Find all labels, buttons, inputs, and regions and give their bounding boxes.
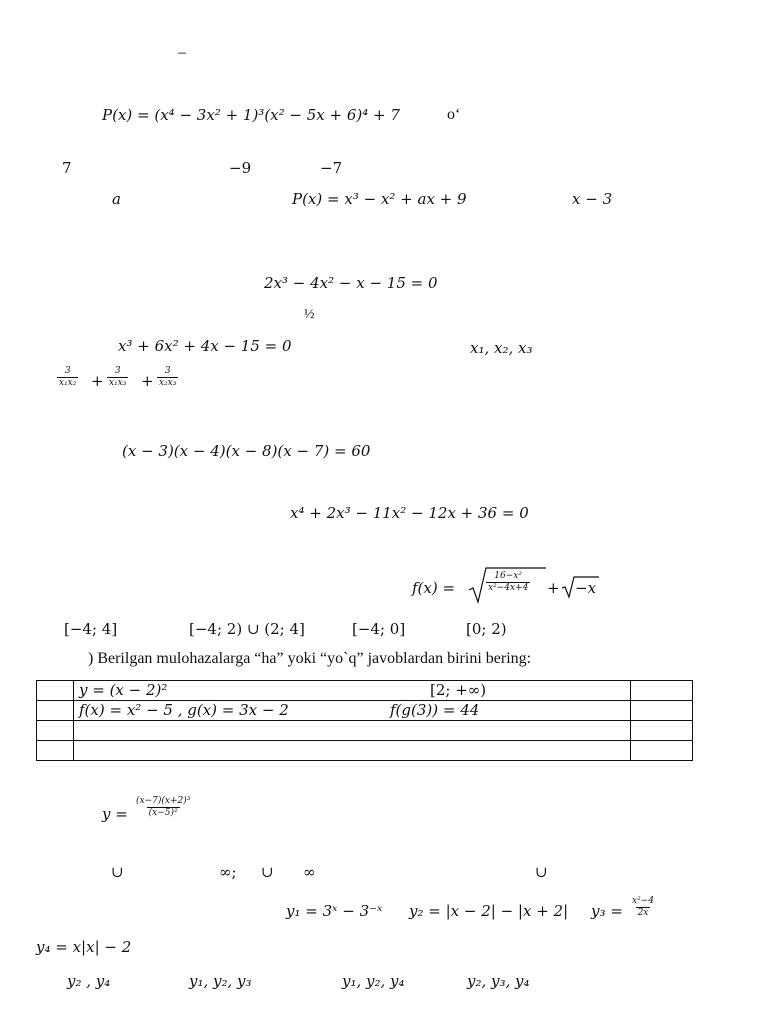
q4-roots: x₁, x₂, x₃ <box>470 339 533 357</box>
q7-num: 16−x² <box>494 571 522 581</box>
q1-option-a[interactable]: 7 <box>62 159 72 177</box>
q4-term-3-den: x₂x₃ <box>159 378 177 388</box>
q7-plus: + <box>547 579 560 597</box>
q4-term-3 <box>157 366 178 389</box>
q1-option-b[interactable]: −9 <box>229 159 252 177</box>
row-number-cell <box>37 741 74 761</box>
top-dash: – <box>178 44 186 61</box>
q3-half: ½ <box>304 307 315 322</box>
q3-expression: 2x³ − 4x² − x − 15 = 0 <box>264 274 438 292</box>
table-row <box>37 681 693 701</box>
q7-lhs: f(x) = <box>412 579 456 597</box>
q10-y3-den: 2x <box>637 908 649 918</box>
q7-fraction <box>486 571 530 594</box>
q10-y1: y₁ = 3ˣ − 3⁻ˣ <box>286 902 383 920</box>
q10-option-c[interactable]: y₁, y₂, y₄ <box>342 972 405 990</box>
q10-option-b[interactable]: y₁, y₂, y₃ <box>189 972 252 990</box>
statement-left: f(x) = x² − 5 , g(x) = 3x − 2 <box>79 701 289 719</box>
answer-cell[interactable] <box>631 681 693 701</box>
q1-tail: o‘ <box>447 106 461 123</box>
q9-option-e[interactable]: ∪ <box>535 863 548 881</box>
q9-option-d[interactable]: ∞ <box>303 863 316 881</box>
q10-y2: y₂ = |x − 2| − |x + 2| <box>409 902 569 920</box>
q1-expression: P(x) = (x⁴ − 3x² + 1)³(x² − 5x + 6)⁴ + 7 <box>102 106 400 124</box>
q4-plus-1: + <box>91 372 104 390</box>
q2-divisor: x − 3 <box>572 190 613 208</box>
statement-right: [2; +∞) <box>430 681 487 699</box>
q4-term-2-den: x₁x₃ <box>109 378 127 388</box>
q10-option-d[interactable]: y₂, y₃, y₄ <box>467 972 530 990</box>
yes-no-table <box>36 680 693 761</box>
statement-cell <box>74 721 631 741</box>
q4-term-1 <box>57 366 78 389</box>
table-row <box>37 701 693 721</box>
q4-term-2-num: 3 <box>114 366 121 376</box>
q10-y3-lhs: y₃ = <box>591 902 623 920</box>
q4-term-3-num: 3 <box>164 366 171 376</box>
answer-cell[interactable] <box>631 721 693 741</box>
answer-cell[interactable] <box>631 701 693 721</box>
table-row <box>37 741 693 761</box>
q9-fraction <box>134 796 192 819</box>
q4-plus-2: + <box>141 372 154 390</box>
q5-expression: (x − 3)(x − 4)(x − 8)(x − 7) = 60 <box>122 442 371 460</box>
row-number-cell <box>37 681 74 701</box>
statement-cell <box>74 701 631 721</box>
row-number-cell <box>37 701 74 721</box>
table-row <box>37 721 693 741</box>
q4-term-1-num: 3 <box>64 366 71 376</box>
q1-option-c[interactable]: −7 <box>320 159 343 177</box>
q6-expression: x⁴ + 2x³ − 11x² − 12x + 36 = 0 <box>290 504 529 522</box>
statement-right: f(g(3)) = 44 <box>390 701 480 719</box>
q10-y3-fraction <box>630 896 656 919</box>
q2-param: a <box>112 190 121 208</box>
q2-expression: P(x) = x³ − x² + ax + 9 <box>292 190 467 208</box>
q9-option-b[interactable]: ∞; <box>219 863 237 881</box>
q7-option-a[interactable]: [−4; 4] <box>64 620 118 638</box>
q4-term-1-den: x₁x₂ <box>59 378 77 388</box>
q7-option-c[interactable]: [−4; 0] <box>352 620 406 638</box>
q7-option-d[interactable]: [0; 2) <box>466 620 507 638</box>
q9-den: (x−5)² <box>148 808 178 818</box>
q4-expression: x³ + 6x² + 4x − 15 = 0 <box>118 337 292 355</box>
q9-option-a[interactable]: ∪ <box>111 863 124 881</box>
q7-den: x²−4x+4 <box>488 583 529 593</box>
q9-num: (x−7)(x+2)³ <box>136 796 191 806</box>
statement-cell <box>74 741 631 761</box>
row-number-cell <box>37 721 74 741</box>
q10-option-a[interactable]: y₂ , y₄ <box>67 972 111 990</box>
statement-cell <box>74 681 631 701</box>
q10-y4: y₄ = x|x| − 2 <box>36 938 132 956</box>
statement-left: y = (x − 2)² <box>79 681 168 699</box>
q8-instruction: ) Berilgan mulohazalarga “ha” yoki “yo`q” javoblardan birini bering: <box>88 650 532 667</box>
q4-term-2 <box>107 366 128 389</box>
answer-cell[interactable] <box>631 741 693 761</box>
q9-option-c[interactable]: ∪ <box>261 863 274 881</box>
q10-y3-num: x²−4 <box>632 896 654 906</box>
q9-lhs: y = <box>102 805 128 823</box>
q7-sqrt2: −x <box>575 579 597 597</box>
q7-option-b[interactable]: [−4; 2) ∪ (2; 4] <box>189 620 305 638</box>
